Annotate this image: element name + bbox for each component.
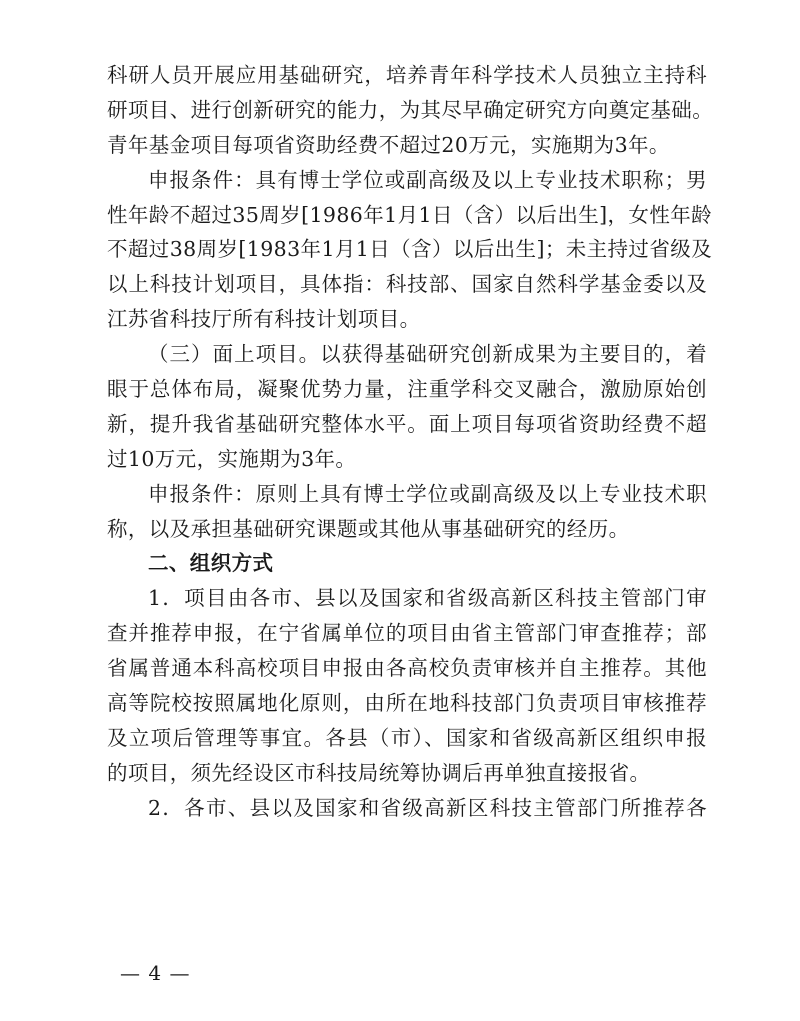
document-page xyxy=(107,58,714,826)
text-line-9: （三）面上项目。以获得基础研究创新成果为主要目的，着 xyxy=(148,342,707,367)
text-line-13: 申报条件：原则上具有博士学位或副高级及以上专业技术职 xyxy=(148,481,707,506)
text-line-11: 新，提升我省基础研究整体水平。面上项目每项省资助经费不超 xyxy=(107,411,707,436)
section-heading: 二、组织方式 xyxy=(148,551,274,576)
text-line-10: 眼于总体布局，凝聚优势力量，注重学科交叉融合，激励原始创 xyxy=(107,377,707,402)
text-line-12: 过10万元，实施期为3年。 xyxy=(107,446,357,471)
text-line-1: 科研人员开展应用基础研究，培养青年科学技术人员独立主持科 xyxy=(107,63,707,87)
text-line-8: 江苏省科技厅所有科技计划项目。 xyxy=(107,307,421,332)
text-line-14: 称，以及承担基础研究课题或其他从事基础研究的经历。 xyxy=(107,516,630,541)
text-line-17: 查并推荐申报，在宁省属单位的项目由省主管部门审查推荐；部 xyxy=(107,621,707,646)
text-line-21: 的项目，须先经设区市科技局统筹协调后再单独直接报省。 xyxy=(107,760,651,785)
text-line-2: 研项目、进行创新研究的能力，为其尽早确定研究方向奠定基础。 xyxy=(107,97,714,122)
text-line-18: 省属普通本科高校项目申报由各高校负责审核并自主推荐。其他 xyxy=(107,656,707,681)
text-line-16: 1．项目由各市、县以及国家和省级高新区科技主管部门审 xyxy=(148,586,707,611)
text-line-3: 青年基金项目每项省资助经费不超过20万元，实施期为3年。 xyxy=(107,132,670,157)
text-line-6: 不超过38周岁[1983年1月1日（含）以后出生]；未主持过省级及 xyxy=(107,237,713,262)
text-line-22: 2．各市、县以及国家和省级高新区科技主管部门所推荐各 xyxy=(148,795,707,820)
text-line-4: 申报条件：具有博士学位或副高级及以上专业技术职称；男 xyxy=(148,167,707,192)
page-number: — 4 — xyxy=(120,961,191,985)
text-line-5: 性年龄不超过35周岁[1986年1月1日（含）以后出生]，女性年龄 xyxy=(107,202,713,227)
text-line-19: 高等院校按照属地化原则，由所在地科技部门负责项目审核推荐 xyxy=(107,691,707,716)
text-line-20: 及立项后管理等事宜。各县（市）、国家和省级高新区组织申报 xyxy=(107,725,707,750)
text-line-7: 以上科技计划项目，具体指：科技部、国家自然科学基金委以及 xyxy=(107,272,707,297)
